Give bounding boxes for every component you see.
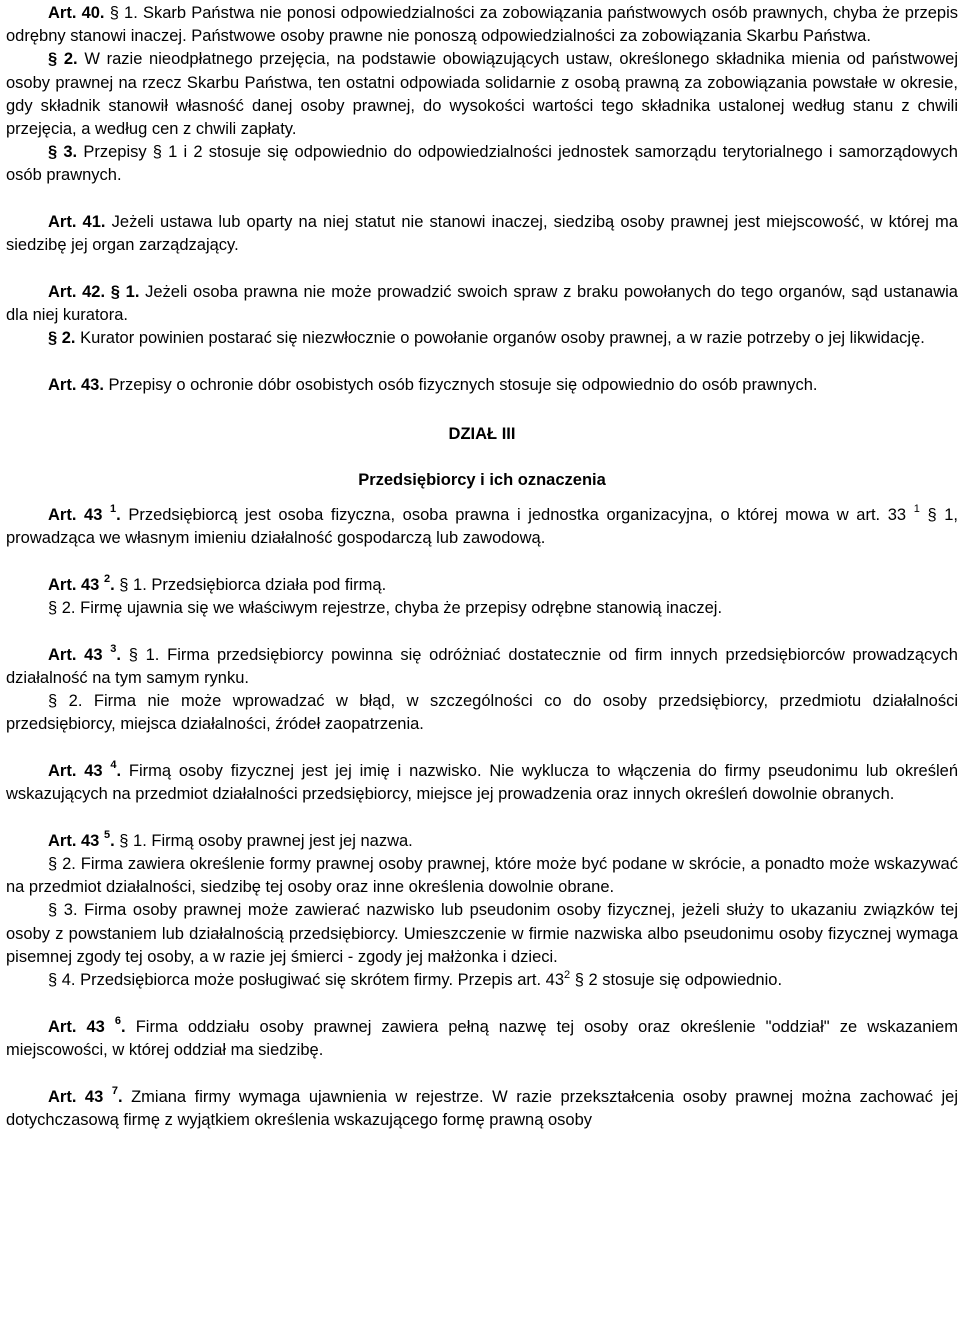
art-43-4-text: Firmą osoby fizycznej jest jej imię i nazwisko. Nie wyklucza to włączenia do firmy pseudonimu lub określeń wskazujących na przedmiot działalności przedsiębiorcy, miejsce jej prowadzenia oraz innych określeń dowolnie obranych. [6,761,959,804]
art-43-5-par-4-text-b: § 2 stosuje się odpowiednio. [574,971,783,989]
art-43-6-text: Firma oddziału osoby prawnej zawiera pełną nazwę tej osoby oraz określenie "oddział" ze wskazaniem miejscowości, w której oddział ma siedzibę. [6,1017,958,1059]
art-43-1-text-a: Przedsiębiorcą jest osoba fizyczna, osoba prawna i jednostka organizacyjna, o której mowa w art. 33 [128,505,907,524]
art-40-par-1-text: Skarb Państwa nie ponosi odpowiedzialności za zobowiązania państwowych osób prawnych, chyba że przepis odrębny stanowi inaczej. Państwowe osoby prawne nie ponoszą odpowiedzialności za zobowiązania Skarbu Państwa. [6,4,958,46]
art-43-5-par-2-text: Firma zawiera określenie formy prawnej osoby prawnej, które może być podane w skrócie, a ponadto może wskazywać na przedmiot działalności, siedzibę tej osoby oraz inne określenia dowolnie obrane. [6,854,958,897]
art-43-3-par-1-text: Firma przedsiębiorcy powinna się odróżniać dostatecznie od firm innych przedsiębiorców prowadzących działalność na tym samym rynku. [6,645,958,687]
division-title: DZIAŁ III [448,425,516,444]
art-40-number: Art. 40. [48,4,105,22]
art-40-par-2-text: W razie nieodpłatnego przejęcia, na podstawie obowiązujących ustaw, określonego składnika mienia od państwowej osoby prawnej na rzecz Skarbu Państwa, ten ostatni odpowiada solidarnie z osobą prawną za zobowiązania powstałe w okresie, gdy składnik stanowił własność danej osoby prawnej, do wysokości wartości tego składnika ustalonej według stanu z chwili przejęcia, a według cen z chwili zapłaty. [6,50,959,139]
art-43-5-par-2 [6,853,958,899]
art-40-par-3 [6,141,958,187]
art-43-6-number: Art. 43 $^6$. [48,1015,126,1036]
art-43-3-number: Art. 43 $^3$. [48,643,121,664]
art-43-7-text: Zmiana firmy wymaga ujawnienia w rejestrze. W razie przekształcenia osoby prawnej można zachować jej dotychczasową firmę z wyjątkiem określenia wskazującego formę prawną osoby [6,1087,959,1129]
art-43-5-par-4-text-a: Przedsiębiorca może posługiwać się skrótem firmy. Przepis art. 43 [80,971,564,989]
art-43-5-par-1 [6,830,958,853]
art-43-number: Art. 43. [48,376,104,395]
art-43-5-par-3-text: Firma osoby prawnej może zawierać nazwisko lub pseudonim osoby fizycznej, jeżeli służy to ukazaniu związków tej osoby z powstaniem lub działalnością przedsiębiorcy. Umieszczenie w firmie nazwiska albo pseudonimu osoby fizycznej wymaga pisemnej zgody tej osoby, a w razie jej śmierci - zgody jej małżonka i dzieci. [6,901,959,966]
art-43-3-par-1 [6,644,958,690]
art-43-3-par-2-symbol: § 2. [48,691,83,710]
art-43-text: Przepisy o ochronie dóbr osobistych osób fizycznych stosuje się odpowiednio do osób prawnych. [108,376,818,395]
art-43 [6,374,958,397]
art-43-1 [6,504,958,550]
art-43-5-par-3 [6,899,958,969]
art-40-par-1-symbol: § 1. [109,4,138,22]
art-43-2-par-2 [6,597,958,620]
art-43-2-number: Art. 43 $^2$. [48,573,115,594]
art-43-7 [6,1086,958,1132]
art-42-par-1 [6,281,958,327]
art-42-par-2 [6,327,958,350]
art-43-5-par-4-symbol: § 4. [48,971,76,989]
art-40-par-1 [6,2,958,48]
art-40-par-3-symbol: § 3. [48,143,78,162]
art-40-par-2-symbol: § 2. [48,50,78,69]
art-43-5-par-2-symbol: § 2. [48,854,76,873]
art-43-2-par-2-symbol: § 2. [48,598,76,617]
art-43-5-par-4-ref-sup: 2 [564,968,571,981]
art-43-6 [6,1016,958,1062]
art-42-par-2-text: Kurator powinien postarać się niezwłocznie o powołanie organów osoby prawnej, a w razie potrzeby o jej likwidację. [80,329,925,348]
art-43-2-par-1 [6,574,958,597]
art-43-5-par-1-symbol: § 1. [119,831,147,850]
art-43-1-text-b: § 1, prowadząca we własnym imieniu działalność gospodarczą lub zawodową. [6,505,958,547]
art-43-5-number: Art. 43 $^5$. [48,829,115,850]
art-43-5-par-3-symbol: § 3. [48,901,78,920]
art-41 [6,211,958,257]
art-43-2-par-1-symbol: § 1. [119,575,147,594]
document-page [6,2,958,1132]
art-43-4-number: Art. 43 $^4$. [48,759,122,780]
art-43-1-ref-sup: 1 [913,503,920,516]
art-43-5-par-4 [6,969,958,992]
art-41-text: Jeżeli ustawa lub oparty na niej statut nie stanowi inaczej, siedzibą osoby prawnej jest miejscowość, w której ma siedzibę jej organ zarządzający. [6,213,958,255]
art-42-number: Art. 42. [48,283,106,302]
art-43-2-par-2-text: Firmę ujawnia się we właściwym rejestrze, chyba że przepisy odrębne stanowią inaczej. [80,598,723,617]
art-42-par-1-text: Jeżeli osoba prawna nie może prowadzić swoich spraw z braku powołanych do tego organów, sąd ustanawia dla niej kuratora. [6,283,958,325]
art-40-par-3-text: Przepisy § 1 i 2 stosuje się odpowiednio do odpowiedzialności jednostek samorządu terytorialnego i samorządowych osób prawnych. [6,143,958,185]
art-42-par-1-symbol: § 1. [110,283,140,302]
division-subtitle: Przedsiębiorcy i ich oznaczenia [358,470,606,489]
art-43-3-par-2 [6,690,958,736]
art-40-par-2 [6,48,958,141]
art-43-3-par-2-text: Firma nie może wprowadzać w błąd, w szczególności co do osoby przedsiębiorcy, przedmiotu działalności przedsiębiorcy, miejsca działalności, źródeł zaopatrzenia. [6,691,958,734]
art-43-4 [6,760,958,806]
art-43-3-par-1-symbol: § 1. [128,645,160,664]
art-43-1-number: Art. 43 $^1$. [48,503,121,524]
art-43-2-par-1-text: Przedsiębiorca działa pod firmą. [151,575,387,594]
art-42-par-2-symbol: § 2. [48,329,76,348]
art-41-number: Art. 41. [48,213,106,232]
art-43-7-number: Art. 43 $^7$. [48,1085,123,1106]
art-43-5-par-1-text: Firmą osoby prawnej jest jej nazwa. [151,831,413,850]
